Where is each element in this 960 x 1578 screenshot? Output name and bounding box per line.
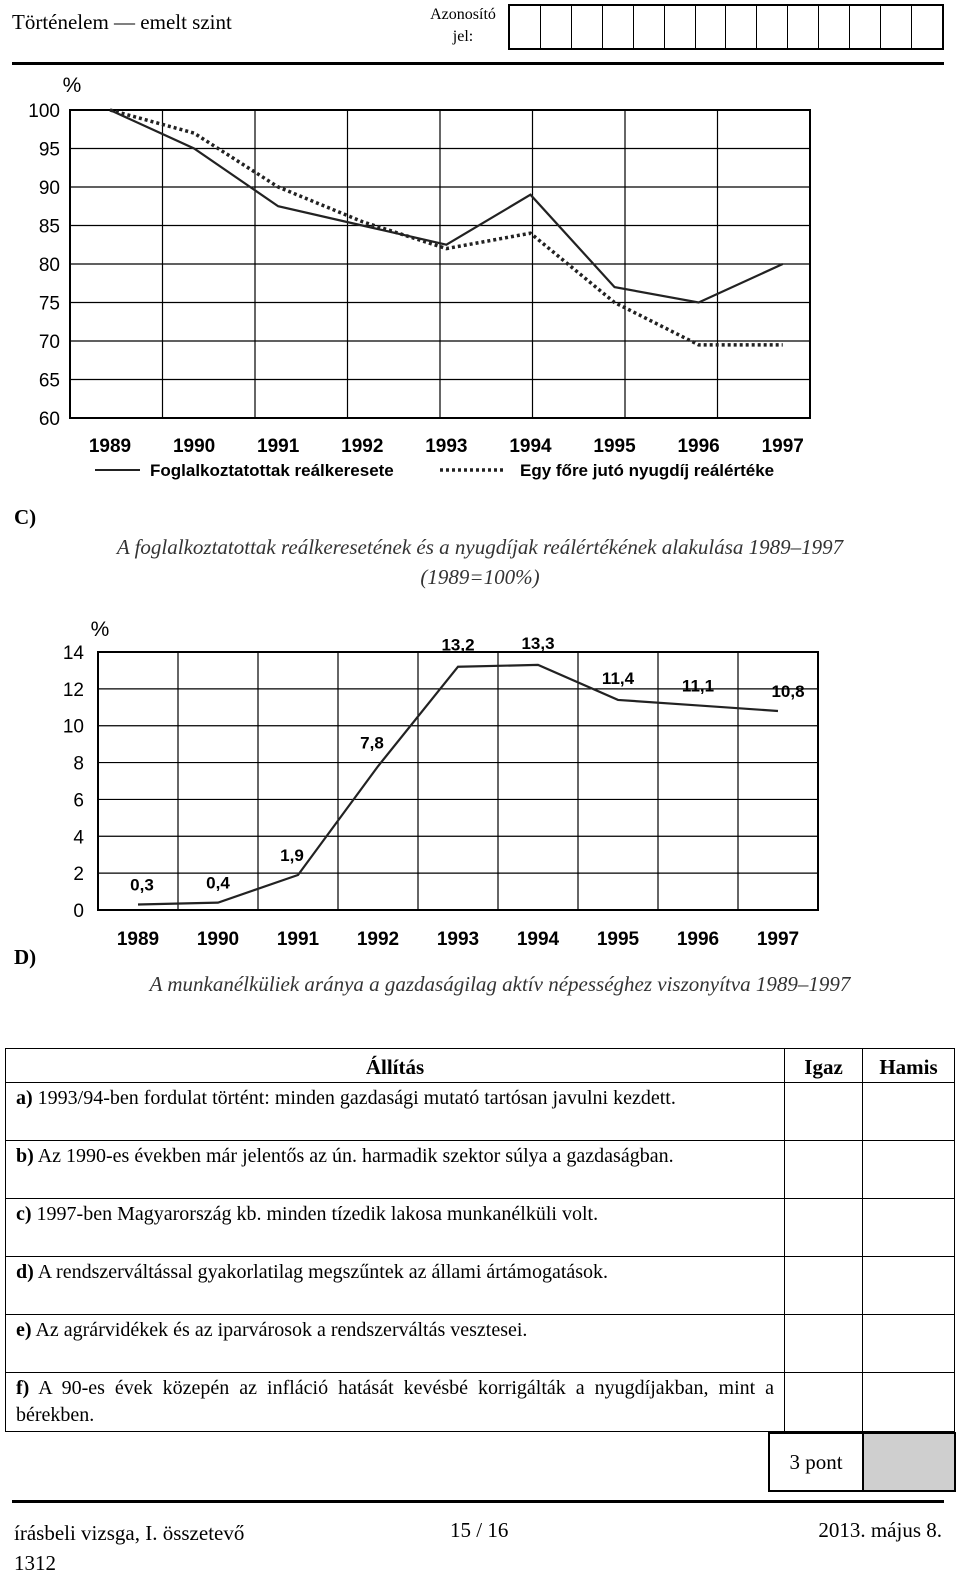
y-tick-label: 14 (62, 643, 84, 664)
score-box (768, 1432, 956, 1492)
data-label: 0,3 (130, 875, 154, 895)
y-tick-label: 4 (73, 827, 84, 849)
x-tick-label: 1991 (257, 436, 300, 457)
y-tick-label: 0 (73, 901, 84, 922)
answer-false-d[interactable] (863, 1257, 955, 1315)
answer-true-b[interactable] (785, 1141, 863, 1199)
table-row (6, 1141, 955, 1199)
x-tick-label: 1993 (436, 929, 480, 950)
statement-d: d) A rendszerváltással gyakorlatilag megszűntek az állami ártámogatások. (6, 1257, 785, 1315)
answer-true-a[interactable] (785, 1083, 863, 1141)
x-tick-label: 1989 (116, 929, 160, 950)
y-axis-unit: % (62, 74, 82, 97)
x-tick-label: 1992 (356, 929, 400, 950)
chart-c-caption: A foglalkoztatottak reálkeresetének és a nyugdíjak reálértékének alakulása 1989–1997 (1989=100%) (116, 535, 844, 589)
answer-false-e[interactable] (863, 1315, 955, 1373)
header-false: Hamis (863, 1049, 955, 1083)
y-tick-label: 70 (38, 332, 60, 353)
data-label: 13,2 (441, 635, 475, 655)
y-tick-label: 12 (62, 679, 84, 701)
answer-false-f[interactable] (863, 1373, 955, 1432)
table-row (6, 1083, 955, 1141)
statement-a: a) 1993/94-ben fordulat történt: minden gazdasági mutató tartósan javulni kezdett. (6, 1083, 785, 1141)
y-tick-label: 85 (38, 216, 60, 238)
x-tick-label: 1994 (516, 929, 560, 950)
data-label: 11,1 (681, 676, 715, 696)
answer-false-b[interactable] (863, 1141, 955, 1199)
data-label: 1,9 (280, 845, 304, 865)
y-tick-label: 90 (38, 178, 60, 199)
data-label: 0,4 (206, 873, 230, 893)
answer-true-d[interactable] (785, 1257, 863, 1315)
legend-label-1: Foglalkoztatottak reálkeresete (150, 461, 394, 480)
y-tick-label: 95 (38, 139, 60, 161)
chart-unemployment-rate (0, 612, 960, 957)
x-tick-label: 1996 (676, 929, 720, 950)
answer-false-a[interactable] (863, 1083, 955, 1141)
table-row (6, 1257, 955, 1315)
id-label: Azonosító jel: (430, 6, 496, 45)
answer-false-c[interactable] (863, 1199, 955, 1257)
exam-subject: Történelem — emelt szint (12, 10, 232, 34)
x-tick-label: 1997 (756, 929, 800, 950)
section-label-d: D) (14, 945, 37, 969)
y-tick-label: 75 (38, 293, 60, 315)
table-row (6, 1315, 955, 1373)
x-tick-label: 1992 (341, 436, 384, 457)
answer-true-e[interactable] (785, 1315, 863, 1373)
x-tick-label: 1993 (425, 436, 468, 457)
exam-date: 2013. május 8. (818, 1518, 942, 1542)
y-tick-label: 100 (28, 101, 60, 122)
chart-real-wages-pensions (0, 70, 960, 500)
statement-c: c) 1997-ben Magyarország kb. minden tízedik lakosa munkanélküli volt. (6, 1199, 785, 1257)
statement-b: b) Az 1990-es években már jelentős az ún. harmadik szektor súlya a gazdaságban. (6, 1141, 785, 1199)
x-tick-label: 1990 (172, 436, 216, 457)
page-number: 15 / 16 (450, 1518, 509, 1542)
statements-table (5, 1048, 955, 1432)
section-label-c: C) (14, 505, 37, 529)
data-label: 10,8 (771, 681, 805, 701)
score-label: 3 pont (770, 1434, 864, 1490)
y-tick-label: 10 (62, 716, 84, 738)
x-tick-label: 1996 (677, 436, 720, 457)
data-label: 13,3 (521, 633, 555, 653)
chart-d-caption: A munkanélküliek aránya a gazdaságilag aktív népességhez viszonyítva 1989–1997 (149, 972, 851, 996)
y-tick-label: 8 (73, 753, 84, 775)
header-true: Igaz (785, 1049, 863, 1083)
table-row (6, 1199, 955, 1257)
y-tick-label: 60 (38, 409, 60, 430)
y-axis-unit: % (90, 618, 110, 641)
y-tick-label: 2 (73, 864, 84, 886)
data-label: 7,8 (360, 733, 384, 753)
y-tick-label: 65 (38, 370, 60, 392)
header-rule (12, 62, 944, 65)
answer-true-f[interactable] (785, 1373, 863, 1432)
x-tick-label: 1990 (196, 929, 240, 950)
x-tick-label: 1994 (509, 436, 552, 457)
y-tick-label: 80 (38, 255, 60, 276)
score-entry-field[interactable] (864, 1434, 954, 1490)
footer-exam-info: írásbeli vizsga, I. összetevő 1312 (14, 1521, 245, 1575)
x-tick-label: 1989 (88, 436, 132, 457)
statement-f: f) A 90-es évek közepén az infláció hatását kevésbé korrigálták a nyugdíjakban, mint a bérekben. (6, 1373, 785, 1432)
table-row (6, 1373, 955, 1432)
header-statement: Állítás (6, 1049, 785, 1083)
y-tick-label: 6 (73, 790, 84, 812)
table-header-row (6, 1049, 955, 1083)
x-tick-label: 1997 (761, 436, 804, 457)
x-tick-label: 1991 (276, 929, 320, 950)
id-code-boxes[interactable] (508, 4, 944, 50)
footer-rule (12, 1500, 944, 1503)
x-tick-label: 1995 (596, 929, 640, 950)
data-label: 11,4 (601, 668, 635, 688)
answer-true-c[interactable] (785, 1199, 863, 1257)
statement-e: e) Az agrárvidékek és az iparvárosok a rendszerváltás vesztesei. (6, 1315, 785, 1373)
legend-label-2: Egy főre jutó nyugdíj reálértéke (520, 461, 775, 480)
x-tick-label: 1995 (593, 436, 636, 457)
